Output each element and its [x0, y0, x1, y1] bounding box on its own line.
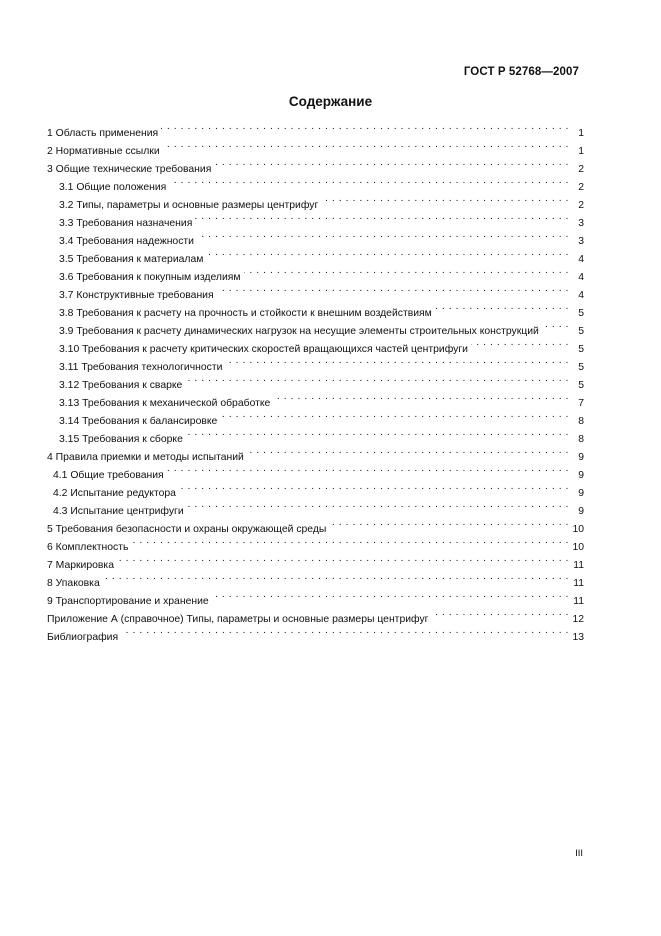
toc-entry-label: 6 Комплектность [47, 542, 129, 553]
dot-leader [179, 478, 569, 496]
toc-entry-label: 7 Маркировка [47, 560, 114, 571]
dot-leader [244, 262, 569, 280]
toc-entry-page: 12 [572, 614, 584, 625]
toc-entry-label: 4.2 Испытание редуктора [53, 488, 176, 499]
dot-leader [121, 622, 569, 640]
toc-entry-label: 3.3 Требования назначения [59, 218, 193, 229]
dot-leader [247, 442, 569, 460]
toc-entry-page: 9 [578, 488, 584, 499]
dot-leader [103, 568, 569, 586]
toc-entry-label: 3.7 Конструктивные требования [59, 290, 214, 301]
toc-entry-page: 10 [572, 542, 584, 553]
toc-entry-label: Библиография [47, 632, 119, 643]
toc-entry-label: 3.13 Требования к механической обработке [59, 398, 271, 409]
toc-entry-label: 3.14 Требования к балансировке [59, 416, 218, 427]
toc-entry-label: 8 Упаковка [47, 578, 100, 589]
toc-entry-label: 4.1 Общие требования [53, 470, 164, 481]
toc-entry-label: 3.1 Общие положения [59, 182, 167, 193]
toc-entry-page: 5 [578, 326, 584, 337]
toc-entry-label: 3.11 Требования технологичности [59, 362, 223, 373]
dot-leader [206, 244, 569, 262]
toc-entry-page: 11 [573, 596, 584, 607]
toc-entry[interactable] [47, 586, 584, 607]
toc-entry-label: 3.4 Требования надежности [59, 236, 194, 247]
dot-leader [163, 136, 569, 154]
toc-entry-page: 2 [578, 182, 584, 193]
dot-leader [214, 154, 569, 172]
toc-entry-page: 3 [578, 236, 584, 247]
toc-entry[interactable] [47, 622, 584, 643]
dot-leader [225, 352, 569, 370]
document-id: ГОСТ Р 52768—2007 [463, 66, 579, 78]
toc-entry-label: 5 Требования безопасности и охраны окружающей среды [47, 524, 327, 535]
dot-leader [329, 514, 569, 532]
toc-entry-label: 3.10 Требования к расчету критических скоростей вращающихся частей центрифуги [59, 344, 468, 355]
table-of-contents [47, 118, 584, 643]
toc-entry-page: 8 [578, 416, 584, 427]
dot-leader [435, 298, 569, 316]
toc-entry-label: 3.12 Требования к сварке [59, 380, 183, 391]
toc-entry-page: 9 [578, 506, 584, 517]
toc-entry-page: 9 [578, 470, 584, 481]
dot-leader [161, 118, 569, 136]
toc-entry[interactable] [47, 118, 584, 139]
dot-leader [471, 334, 569, 352]
dot-leader [167, 460, 569, 478]
toc-entry-page: 5 [578, 308, 584, 319]
toc-entry-label: 3.15 Требования к сборке [59, 434, 183, 445]
toc-entry-page: 11 [573, 578, 584, 589]
dot-leader [117, 550, 569, 568]
toc-entry-label: 4.3 Испытание центрифуги [53, 506, 184, 517]
toc-entry-page: 5 [578, 344, 584, 355]
toc-entry-label: 3.6 Требования к покупным изделиям [59, 272, 241, 283]
page-number: III [575, 848, 583, 859]
toc-entry-label: Приложение А (справочное) Типы, параметры и основные размеры центрифуг [47, 614, 429, 625]
dot-leader [187, 496, 569, 514]
toc-entry-page: 8 [578, 434, 584, 445]
dot-leader [212, 586, 569, 604]
toc-entry-page: 5 [578, 380, 584, 391]
toc-entry-page: 13 [572, 632, 584, 643]
toc-entry-label: 1 Область применения [47, 128, 159, 139]
toc-entry-page: 1 [578, 128, 584, 139]
toc-entry-label: 2 Нормативные ссылки [47, 146, 160, 157]
toc-entry-page: 2 [578, 164, 584, 175]
dot-leader [131, 532, 569, 550]
toc-entry-page: 11 [573, 560, 584, 571]
dot-leader [431, 604, 569, 622]
toc-entry[interactable] [47, 550, 584, 571]
toc-entry[interactable] [47, 568, 584, 589]
toc-entry-label: 3.2 Типы, параметры и основные размеры центрифуг [59, 200, 319, 211]
toc-entry-page: 2 [578, 200, 584, 211]
dot-leader [220, 406, 569, 424]
toc-entry-label: 3.8 Требования к расчету на прочность и стойкости к внешним воздействиям [59, 308, 432, 319]
dot-leader [273, 388, 569, 406]
toc-entry-page: 9 [578, 452, 584, 463]
toc-entry-label: 3 Общие технические требования [47, 164, 212, 175]
toc-entry-page: 4 [578, 272, 584, 283]
page-title: Содержание [288, 94, 373, 109]
dot-leader [197, 226, 569, 244]
dot-leader [217, 280, 569, 298]
dot-leader [169, 172, 569, 190]
toc-entry-page: 10 [572, 524, 584, 535]
toc-entry-label: 9 Транспортирование и хранение [47, 596, 209, 607]
dot-leader [185, 370, 569, 388]
dot-leader [542, 316, 569, 334]
dot-leader [186, 424, 569, 442]
dot-leader [195, 208, 569, 226]
toc-entry-label: 3.9 Требования к расчету динамических нагрузок на несущие элементы строительных конструкций [59, 326, 539, 337]
toc-entry-page: 4 [578, 290, 584, 301]
toc-entry-page: 7 [578, 398, 584, 409]
toc-entry-page: 3 [578, 218, 584, 229]
toc-entry-label: 3.5 Требования к материалам [59, 254, 204, 265]
dot-leader [321, 190, 569, 208]
toc-entry-page: 5 [578, 362, 584, 373]
toc-entry-page: 4 [578, 254, 584, 265]
toc-entry-page: 1 [578, 146, 584, 157]
toc-entry-label: 4 Правила приемки и методы испытаний [47, 452, 244, 463]
